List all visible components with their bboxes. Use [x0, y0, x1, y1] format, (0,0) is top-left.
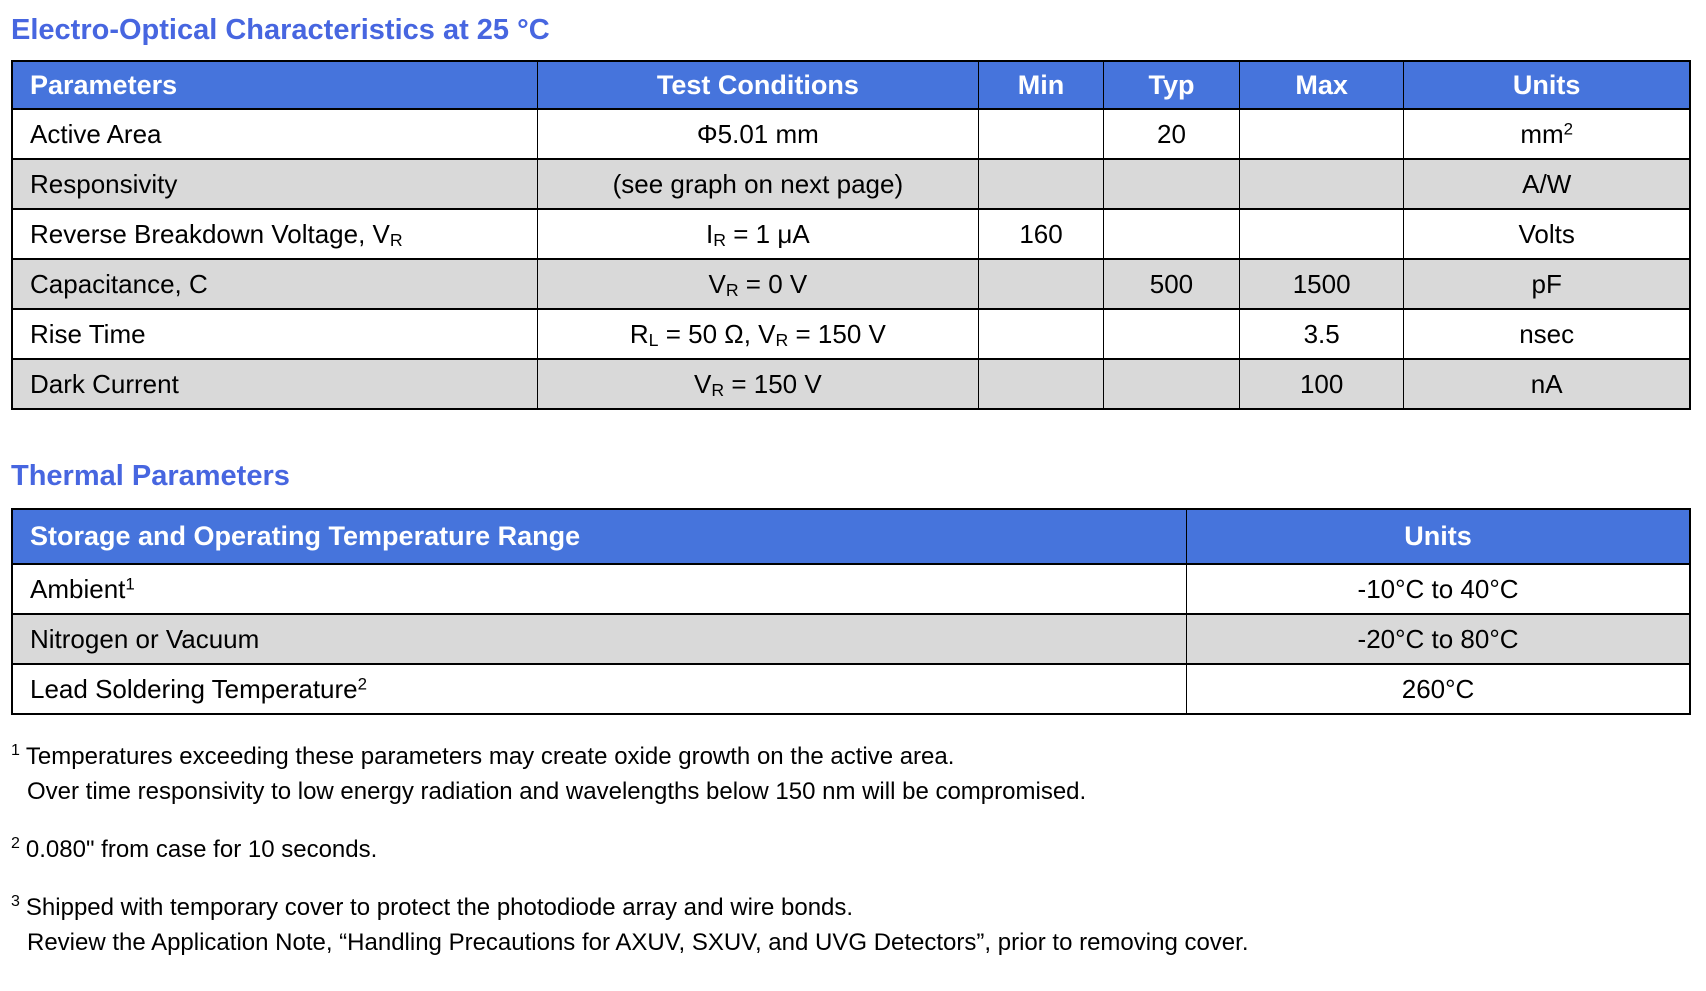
- cell-param: Rise Time: [12, 309, 537, 359]
- cell-test-conditions: $R_L = 50$ Ω, $V_R = 150$ V: [537, 309, 978, 359]
- eo-col-header-typ: Typ: [1104, 61, 1240, 109]
- footnote-line: [11, 832, 1691, 867]
- cell-param: Nitrogen or Vacuum: [12, 614, 1187, 664]
- table-row: [12, 259, 1690, 309]
- section-title-thermal: Thermal Parameters: [11, 460, 290, 492]
- table-row: [12, 614, 1690, 664]
- cell-param: Reverse Breakdown Voltage, $V_R$: [12, 209, 537, 259]
- cell-typ: [1104, 359, 1240, 409]
- thermal-header-row: [12, 509, 1690, 564]
- cell-units: pF: [1404, 259, 1690, 309]
- eo-header-row: [12, 61, 1690, 109]
- cell-test-conditions: (see graph on next page): [537, 159, 978, 209]
- thermal-parameters-table: [11, 508, 1691, 715]
- table-row: [12, 109, 1690, 159]
- cell-min: [979, 109, 1104, 159]
- cell-max: 100: [1239, 359, 1403, 409]
- cell-min: 160: [979, 209, 1104, 259]
- table-row: [12, 564, 1690, 614]
- cell-units: $mm^2$: [1404, 109, 1690, 159]
- cell-test-conditions: $V_R = 150$ V: [537, 359, 978, 409]
- footnotes-section: [11, 739, 1691, 960]
- cell-min: [979, 309, 1104, 359]
- cell-value: -20°C to 80°C: [1187, 614, 1690, 664]
- cell-units: nA: [1404, 359, 1690, 409]
- footnote-3: [11, 890, 1691, 960]
- cell-test-conditions: Φ5.01 mm: [537, 109, 978, 159]
- cell-test-conditions: $I_R = 1$ μA: [537, 209, 978, 259]
- cell-min: [979, 259, 1104, 309]
- cell-param: Dark Current: [12, 359, 537, 409]
- thermal-col-header-units: Units: [1187, 509, 1690, 564]
- table-row: [12, 159, 1690, 209]
- eo-col-header-parameters: Parameters: [12, 61, 537, 109]
- footnote-marker: 3: [11, 893, 20, 911]
- cell-max: [1239, 159, 1403, 209]
- table-row: [12, 359, 1690, 409]
- table-row: [12, 664, 1690, 714]
- cell-param: Responsivity: [12, 159, 537, 209]
- footnote-line: [11, 739, 1691, 774]
- footnote-text: Temperatures exceeding these parameters may create oxide growth on the active area.: [25, 743, 955, 770]
- cell-param: Capacitance, C: [12, 259, 537, 309]
- cell-units: nsec: [1404, 309, 1690, 359]
- eo-col-header-max: Max: [1239, 61, 1403, 109]
- cell-typ: [1104, 159, 1240, 209]
- cell-max: [1239, 209, 1403, 259]
- cell-max: 1500: [1239, 259, 1403, 309]
- cell-units: Volts: [1404, 209, 1690, 259]
- cell-param: Lead Soldering Temperature$^2$: [12, 664, 1187, 714]
- eo-col-header-units: Units: [1404, 61, 1690, 109]
- cell-param: Active Area: [12, 109, 537, 159]
- cell-min: [979, 159, 1104, 209]
- cell-max: 3.5: [1239, 309, 1403, 359]
- section-title-electro-optical: Electro-Optical Characteristics at 25 °C: [11, 14, 550, 46]
- cell-typ: 500: [1104, 259, 1240, 309]
- cell-max: [1239, 109, 1403, 159]
- footnote-1: [11, 739, 1691, 809]
- table-row: [12, 209, 1690, 259]
- cell-test-conditions: $V_R = 0$ V: [537, 259, 978, 309]
- footnote-line: [11, 890, 1691, 925]
- footnote-text: Shipped with temporary cover to protect the photodiode array and wire bonds.: [25, 894, 854, 921]
- footnote-marker: 2: [11, 835, 20, 853]
- cell-min: [979, 359, 1104, 409]
- eo-col-header-test-conditions: Test Conditions: [537, 61, 978, 109]
- cell-typ: [1104, 309, 1240, 359]
- cell-param: Ambient$^1$: [12, 564, 1187, 614]
- table-row: [12, 309, 1690, 359]
- eo-col-header-min: Min: [979, 61, 1104, 109]
- footnote-line: Review the Application Note, “Handling Precautions for AXUV, SXUV, and UVG Detectors”, prior to removing cover.: [27, 929, 1249, 956]
- cell-typ: 20: [1104, 109, 1240, 159]
- thermal-col-header-range: Storage and Operating Temperature Range: [12, 509, 1187, 564]
- cell-typ: [1104, 209, 1240, 259]
- cell-units: A/W: [1404, 159, 1690, 209]
- cell-value: -10°C to 40°C: [1187, 564, 1690, 614]
- footnote-line: Over time responsivity to low energy radiation and wavelengths below 150 nm will be compromised.: [27, 778, 1087, 805]
- cell-value: 260°C: [1187, 664, 1690, 714]
- footnote-2: [11, 832, 1691, 867]
- footnote-marker: 1: [11, 742, 20, 760]
- electro-optical-table: [11, 60, 1691, 410]
- footnote-text: 0.080" from case for 10 seconds.: [25, 836, 378, 863]
